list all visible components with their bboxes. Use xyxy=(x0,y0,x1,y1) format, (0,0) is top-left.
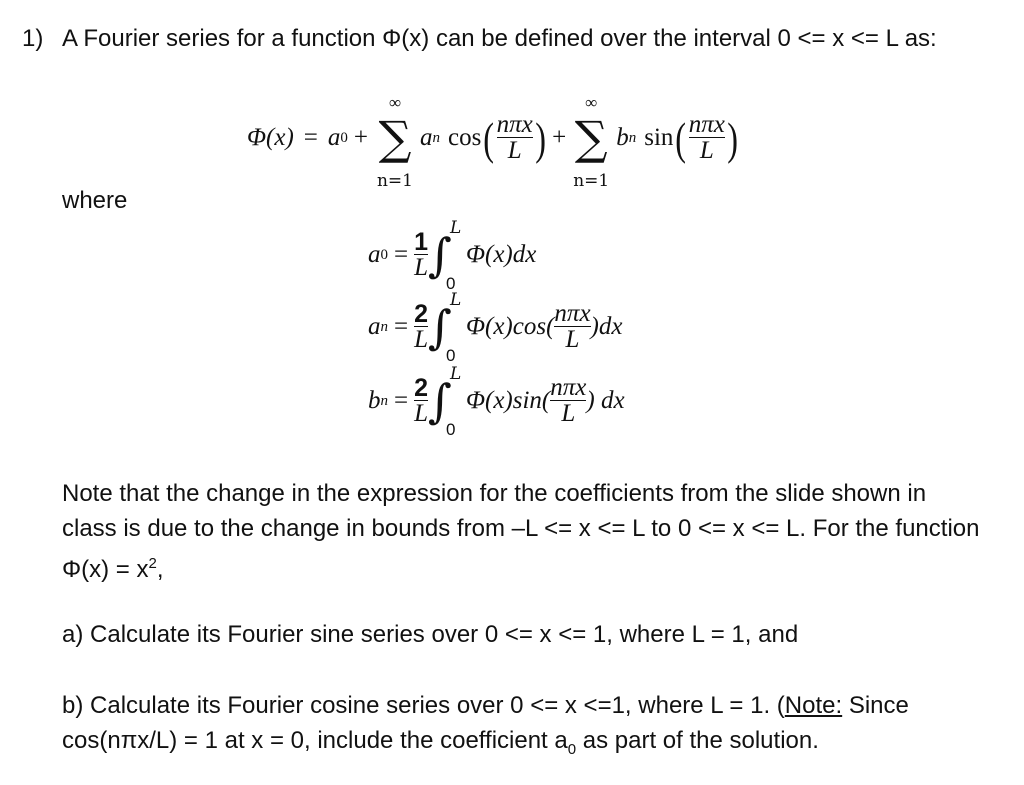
bn-label-sub: n xyxy=(380,392,388,409)
an-frac: $\frac{2}{L}$ xyxy=(414,300,429,353)
part-b-text-3: cos(nπx/L) = 1 at x = 0, include the coefficient a xyxy=(62,727,568,754)
sum-lower-2: n=1 xyxy=(573,171,610,191)
series-an: a xyxy=(420,124,433,151)
bn-integrand-post: ) dx xyxy=(586,387,625,414)
an-integrand-pre: Φ(x)cos( xyxy=(465,313,555,340)
series-plus-1: + xyxy=(353,124,368,151)
question-number: 1) xyxy=(22,25,44,52)
part-b-line-1 xyxy=(62,691,909,721)
an-label: a xyxy=(368,313,381,340)
a0-label-sub: 0 xyxy=(380,246,388,263)
note-function-comma: , xyxy=(156,556,164,583)
series-bn: b xyxy=(616,124,629,151)
bn-frac: $\frac{2}{L}$ xyxy=(414,374,429,427)
part-b-line-2 xyxy=(62,726,819,765)
a0-eq: = xyxy=(394,241,409,268)
part-b-text-2: Since xyxy=(842,692,909,719)
bn-inner-frac: $\frac{\text{nπx}}{L}$ xyxy=(550,374,587,427)
note-line-2: class is due to the change in bounds from –L <= x <= L to 0 <= x <= L. For the function xyxy=(62,515,980,542)
series-sin: sin xyxy=(644,124,674,151)
bn-eq: = xyxy=(394,387,409,414)
series-a0: a xyxy=(327,124,341,151)
a0-coefficient xyxy=(368,218,537,293)
series-lhs: Φ(x) xyxy=(247,124,294,151)
part-b-text-4: as part of the solution. xyxy=(576,727,819,754)
a0-label: a xyxy=(368,241,381,268)
series-plus-2: + xyxy=(552,124,567,151)
bn-coefficient xyxy=(368,364,625,439)
note-function-exponent: 2 xyxy=(148,555,157,572)
a0-frac: $\frac{1}{L}$ xyxy=(414,228,429,281)
sum-lower-1: n=1 xyxy=(376,171,413,191)
series-frac-1: $\frac{\text{nπx}}{L}$ xyxy=(496,111,533,164)
note-line-1: Note that the change in the expression for the coefficients from the slide shown in xyxy=(62,480,927,507)
where-label: where xyxy=(62,187,128,214)
an-inner-frac: $\frac{\text{nπx}}{L}$ xyxy=(554,300,591,353)
an-label-sub: n xyxy=(380,318,388,335)
note-line-3 xyxy=(62,549,164,585)
part-b-note-word: Note: xyxy=(784,692,843,719)
sum-upper-1: ∞ xyxy=(388,93,402,112)
bn-integral: ∫ L 0 xyxy=(428,364,462,439)
question-intro: A Fourier series for a function Φ(x) can be defined over the interval 0 <= x <= L as: xyxy=(62,25,937,52)
part-a: a) Calculate its Fourier sine series over 0 <= x <= 1, where L = 1, and xyxy=(62,621,799,648)
series-an-sub: n xyxy=(432,129,440,146)
an-integrand-post: )dx xyxy=(590,313,623,340)
fourier-series-equation: Φ(x) = a 0 + ∞ ∑ n=1 a n cos ( $\frac{\text{nπx}}{L}$ ) + ∞ ∑ n=1 b n sin ( $\frac{\text{nπx}}{L}$ ) xyxy=(247,93,738,191)
sum-symbol-2: ∞ ∑ n=1 xyxy=(570,115,612,161)
an-coefficient xyxy=(368,290,623,365)
a0-integral: ∫ L 0 xyxy=(428,218,462,293)
bn-integrand-pre: Φ(x)sin( xyxy=(465,387,551,414)
part-b-text-1: b) Calculate its Fourier cosine series over 0 <= x <=1, where L = 1. ( xyxy=(62,692,785,719)
sum-upper-2: ∞ xyxy=(585,93,598,112)
sum-symbol-1: ∞ ∑ n=1 xyxy=(374,115,416,161)
series-frac-2: $\frac{\text{nπx}}{L}$ xyxy=(688,111,725,164)
an-integral: ∫ L 0 xyxy=(428,290,462,365)
part-b-subscript: 0 xyxy=(567,740,577,758)
series-cos: cos xyxy=(448,124,482,151)
series-a0-sub: 0 xyxy=(340,129,348,146)
series-bn-sub: n xyxy=(628,129,637,146)
bn-label: b xyxy=(368,387,381,414)
series-eq: = xyxy=(303,124,318,151)
a0-integrand: Φ(x)dx xyxy=(465,241,537,268)
an-eq: = xyxy=(394,313,409,340)
note-function-text: Φ(x) = x xyxy=(62,556,149,583)
